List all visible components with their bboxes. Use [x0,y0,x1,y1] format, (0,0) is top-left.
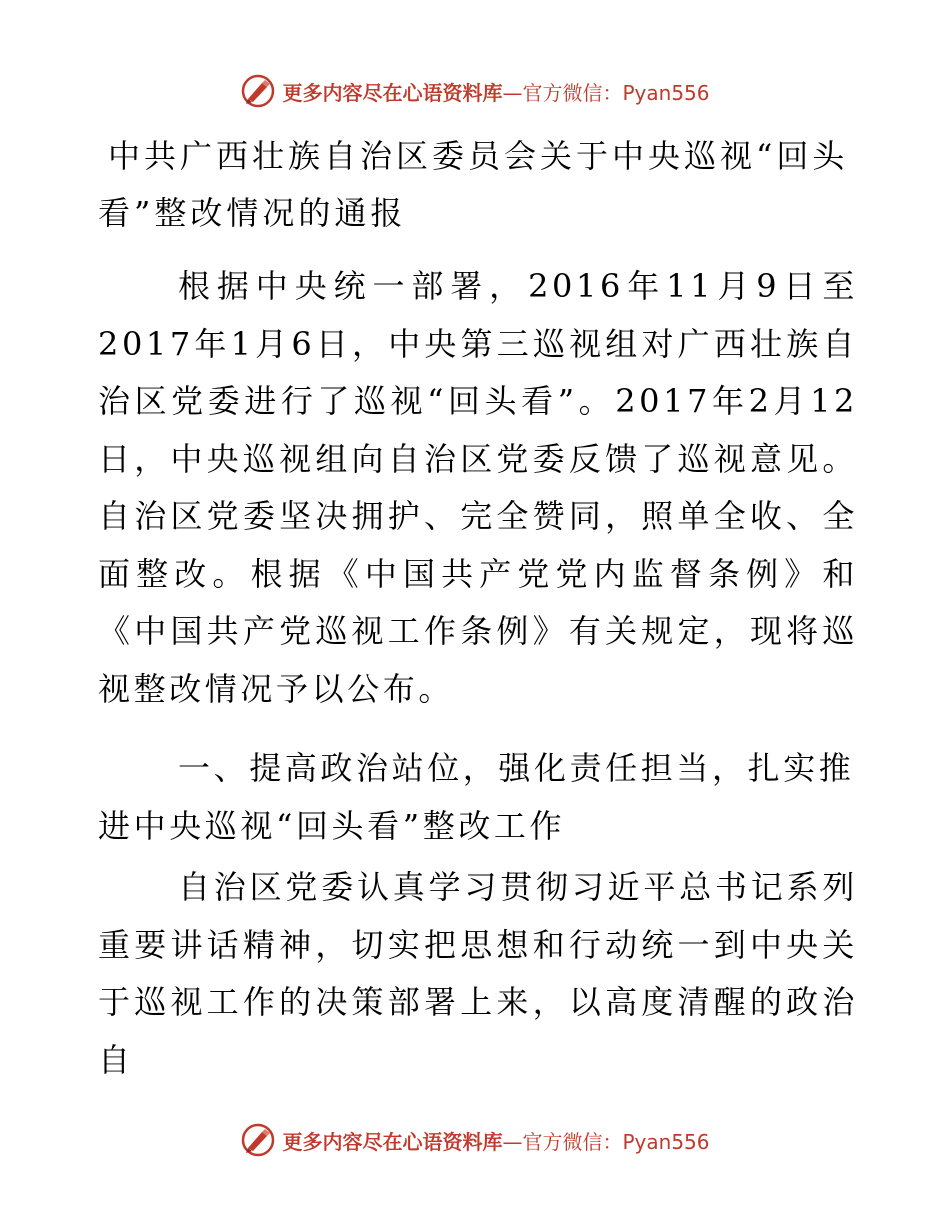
watermark-main: 更多内容尽在心语资料库 [282,80,503,105]
watermark-main: 更多内容尽在心语资料库 [282,1129,503,1154]
section-paragraph: 自治区党委认真学习贯彻习近平总书记系列重要讲话精神，切实把思想和行动统一到中央关于巡视工作的决策部署上来，以高度清醒的政治自 [98,868,858,1079]
watermark-text [282,77,709,106]
watermark-separator: — [502,80,523,105]
watermark-wechat-id: Pyan556 [622,1129,710,1154]
intro-paragraph: 根据中央统一部署，2016年11月9日至2017年1月6日，中央第三巡视组对广西壮族自治区党委进行了巡视“回头看”。2017年2月12日，中央巡视组向自治区党委反馈了巡视意见。自治区党委坚决拥护、完全赞同，照单全收、全面整改。根据《中国共产党党内监督条例》和《中国共产党巡视工作条例》有关规定，现将巡视整改情况予以公布。 [98,267,858,708]
header-watermark [0,71,950,111]
watermark-separator: — [502,1129,523,1154]
document-title: 中共广西壮族自治区委员会关于中央巡视“回头看”整改情况的通报 [98,137,849,232]
pen-logo-icon [240,1122,276,1158]
watermark-wechat-id: Pyan556 [622,80,710,105]
watermark-wechat-label: 官方微信： [522,1129,623,1154]
footer-watermark [0,1120,950,1160]
watermark-text [282,1126,709,1155]
watermark-wechat-label: 官方微信： [522,80,623,105]
pen-logo-icon [240,73,276,109]
document-body [98,120,858,1089]
section-heading: 一、提高政治站位，强化责任担当，扎实推进中央巡视“回头看”整改工作 [98,749,855,845]
